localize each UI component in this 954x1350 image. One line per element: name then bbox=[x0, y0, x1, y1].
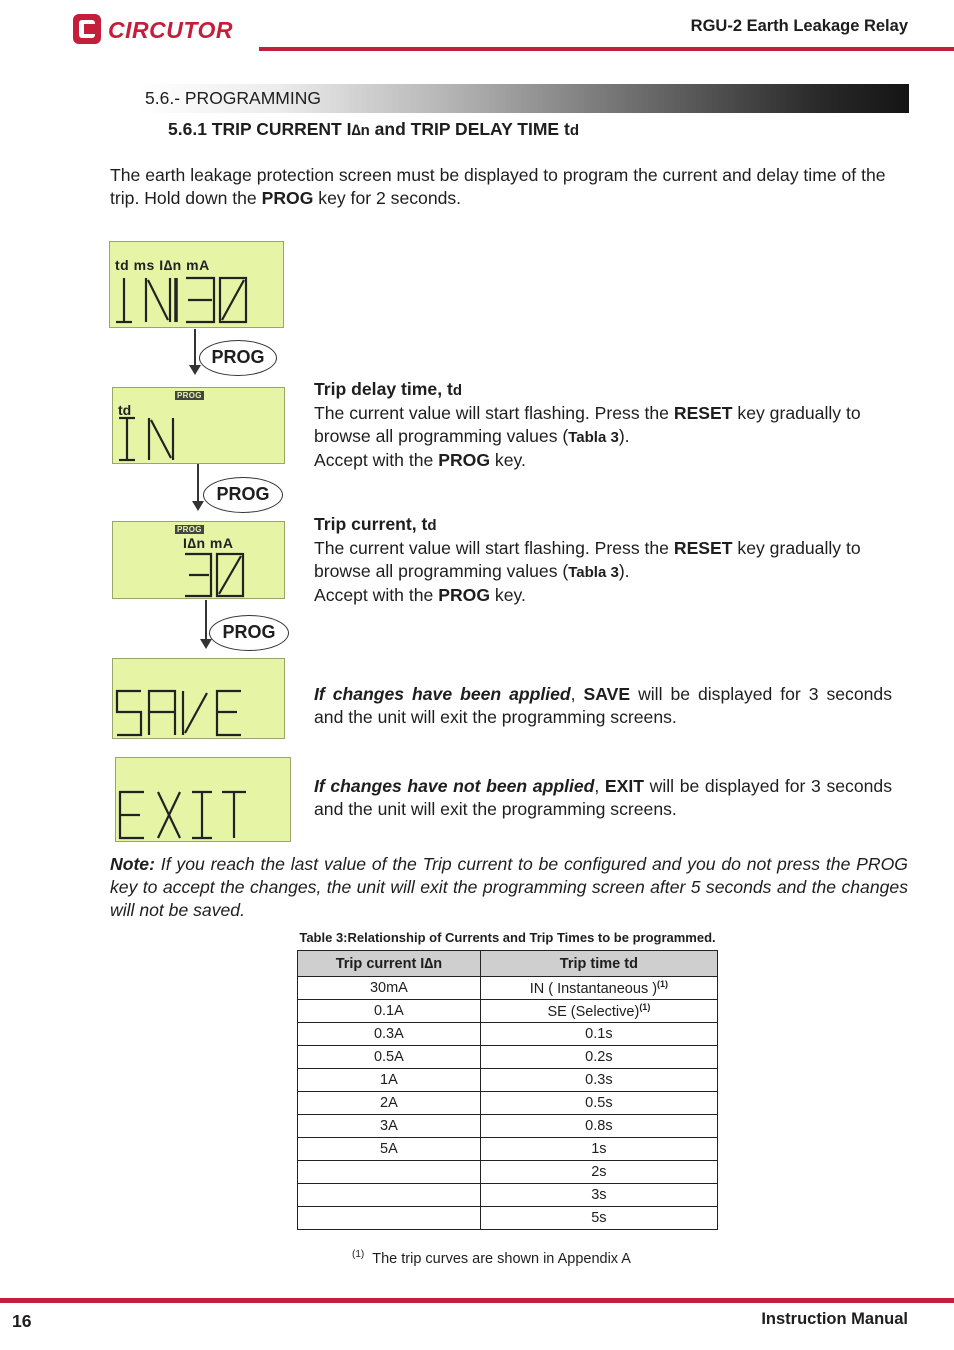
arrow-down bbox=[194, 329, 196, 366]
arrow-down bbox=[205, 600, 207, 640]
table-cell bbox=[298, 1184, 481, 1207]
table-row bbox=[298, 1069, 718, 1092]
section-title: 5.6.- PROGRAMMING bbox=[145, 88, 321, 108]
table-row bbox=[298, 1207, 718, 1230]
footer-title: Instruction Manual bbox=[761, 1310, 908, 1328]
table-cell: 0.8s bbox=[480, 1115, 717, 1138]
table-cell: 3s bbox=[480, 1184, 717, 1207]
header-rule bbox=[259, 47, 954, 51]
table-caption: Table 3:Relationship of Currents and Trip Times to be programmed. bbox=[299, 930, 716, 945]
subsection-title: 5.6.1 TRIP CURRENT I∆n and TRIP DELAY TIME td bbox=[168, 119, 579, 139]
table-row bbox=[298, 1161, 718, 1184]
intro-paragraph: The earth leakage protection screen must be displayed to program the current and delay time of the trip. Hold down the PROG key for 2 seconds. bbox=[110, 165, 886, 208]
circutor-logo bbox=[72, 12, 248, 51]
table-header-row bbox=[298, 951, 718, 977]
table-row bbox=[298, 1115, 718, 1138]
table-cell: 0.5A bbox=[298, 1046, 481, 1069]
table-cell bbox=[298, 1207, 481, 1230]
lcd-screen-delay bbox=[112, 387, 285, 464]
table-row bbox=[298, 1000, 718, 1023]
prog-key[interactable]: PROG bbox=[209, 615, 289, 651]
table-cell: 2A bbox=[298, 1092, 481, 1115]
prog-indicator: PROG bbox=[177, 525, 202, 534]
table-cell: SE (Selective)$^{(1)}$ bbox=[480, 1000, 717, 1023]
table-cell: 0.1s bbox=[480, 1023, 717, 1046]
table-cell: 3A bbox=[298, 1115, 481, 1138]
table-cell: 0.3A bbox=[298, 1023, 481, 1046]
header-trip-time: Trip time td bbox=[480, 951, 717, 977]
segment-display bbox=[113, 388, 286, 465]
segment-display bbox=[116, 758, 292, 843]
segment-display bbox=[110, 242, 285, 329]
footer-rule bbox=[0, 1298, 954, 1303]
header-trip-current: Trip current I∆n bbox=[298, 951, 481, 977]
table-row bbox=[298, 1138, 718, 1161]
table-cell: 1A bbox=[298, 1069, 481, 1092]
table-cell: 0.3s bbox=[480, 1069, 717, 1092]
lcd-screen-main bbox=[109, 241, 284, 328]
table-row bbox=[298, 1023, 718, 1046]
lcd-units-label: I∆n mA bbox=[183, 535, 234, 551]
lcd-units-label: td ms I∆n mA bbox=[115, 257, 210, 273]
table-row bbox=[298, 1046, 718, 1069]
table-footnote: $^{(1)}$ The trip curves are shown in Appendix A bbox=[352, 1249, 631, 1267]
table-row bbox=[298, 977, 718, 1000]
lcd-screen-save bbox=[112, 658, 285, 739]
lcd-td-label: td bbox=[118, 402, 132, 418]
table-cell: 1s bbox=[480, 1138, 717, 1161]
prog-key[interactable]: PROG bbox=[199, 340, 277, 376]
table-cell: 0.2s bbox=[480, 1046, 717, 1069]
table-cell: 5s bbox=[480, 1207, 717, 1230]
table-cell: 5A bbox=[298, 1138, 481, 1161]
table-cell: 0.1A bbox=[298, 1000, 481, 1023]
page-number: 16 bbox=[12, 1311, 32, 1331]
step-trip-delay: Trip delay time, td The current value will start flashing. Press the RESET key gradually to browse all programming values (Tabla 3). Accept with the PROG key. bbox=[314, 379, 861, 470]
lcd-screen-current bbox=[112, 521, 285, 599]
table-cell: IN ( Instantaneous )$^{(1)}$ bbox=[480, 977, 717, 1000]
table-cell: 30mA bbox=[298, 977, 481, 1000]
prog-indicator: PROG bbox=[177, 391, 202, 400]
table-row bbox=[298, 1092, 718, 1115]
brand-name: CIRCUTOR bbox=[108, 17, 233, 43]
table-cell: 0.5s bbox=[480, 1092, 717, 1115]
arrow-down bbox=[197, 464, 199, 502]
step-exit: If changes have not been applied, EXIT will be displayed for 3 seconds and the unit will exit the programming screens. bbox=[314, 776, 892, 819]
segment-display bbox=[113, 659, 286, 740]
document-title: RGU-2 Earth Leakage Relay bbox=[690, 17, 908, 35]
segment-display bbox=[113, 522, 286, 600]
step-trip-current: Trip current, td The current value will start flashing. Press the RESET key gradually to browse all programming values (Tabla 3). Accept with the PROG key. bbox=[314, 514, 861, 605]
table-cell bbox=[298, 1161, 481, 1184]
trip-table bbox=[297, 950, 718, 1230]
note-paragraph: Note: If you reach the last value of the Trip current to be configured and you do not press the PROG key to accept the changes, the unit will exit the programming screen after 5 seconds and the changes will not be saved. bbox=[110, 854, 908, 920]
table-row bbox=[298, 1184, 718, 1207]
lcd-screen-exit bbox=[115, 757, 291, 842]
step-save: If changes have been applied, SAVE will be displayed for 3 seconds and the unit will exit the programming screens. bbox=[314, 684, 892, 727]
prog-key[interactable]: PROG bbox=[203, 477, 283, 513]
table-cell: 2s bbox=[480, 1161, 717, 1184]
